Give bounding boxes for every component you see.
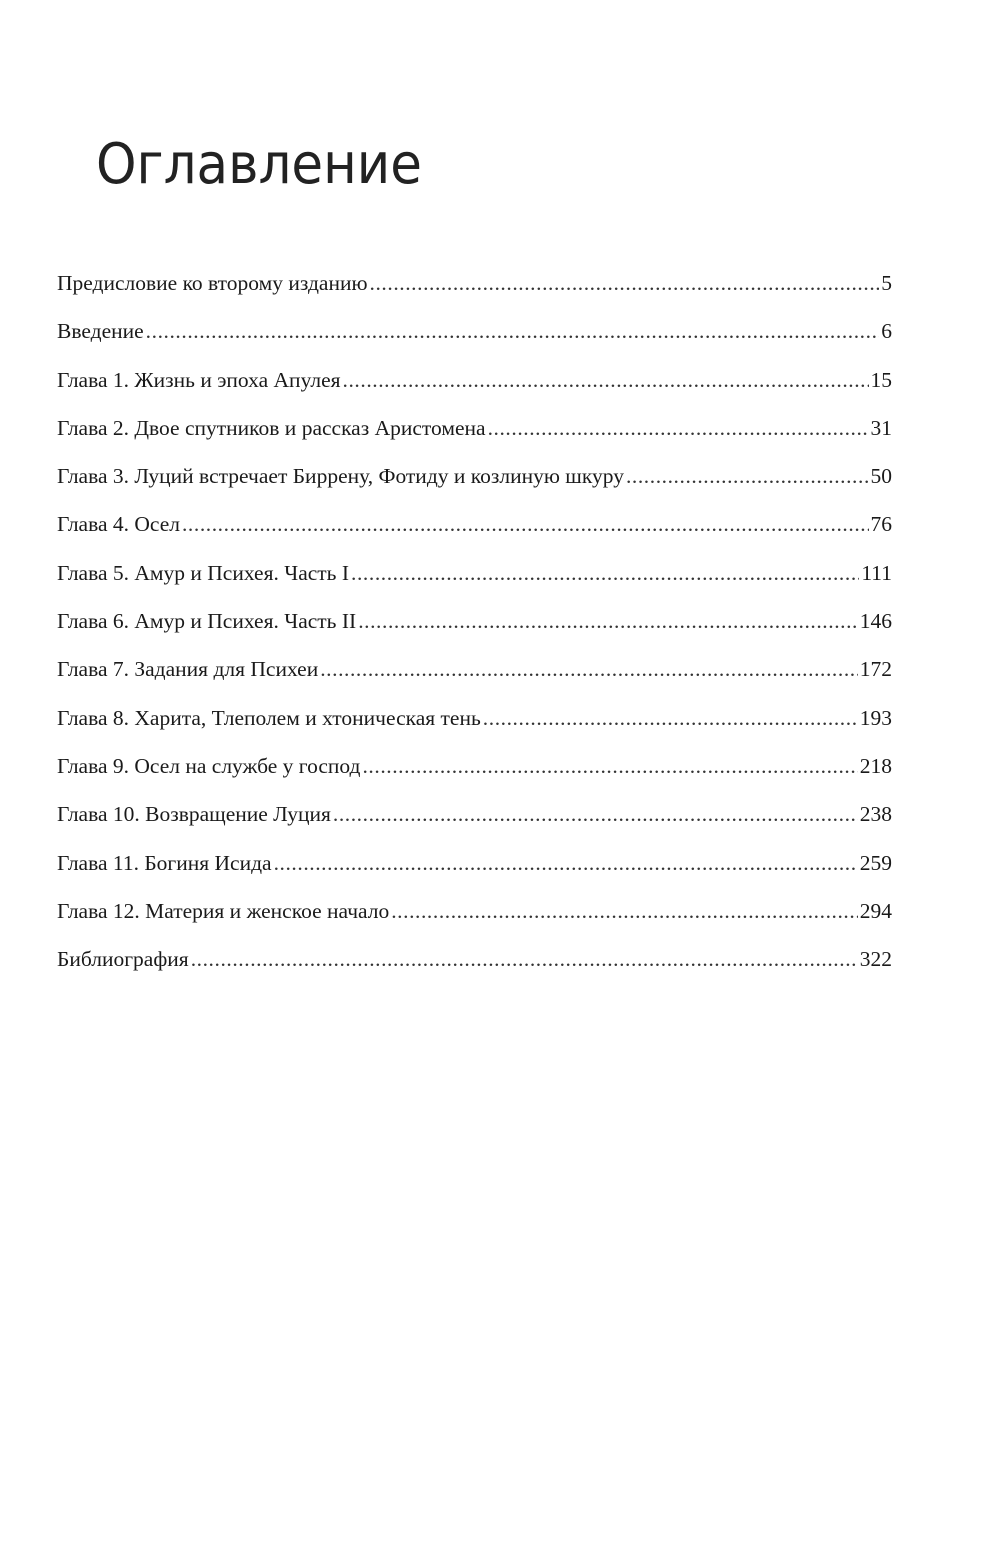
toc-entry-page: 259 [859,850,892,875]
toc-entry-page: 322 [859,947,892,972]
toc-entry-label: Глава 6. Амур и Психея. Часть II [57,609,357,634]
dot-leader [358,604,858,638]
toc-entry [57,701,892,749]
toc-entry [57,652,892,700]
dot-leader [362,749,857,783]
dot-leader [483,701,858,735]
toc-entry [57,942,892,990]
dot-leader [182,507,869,541]
toc-entry-page: 76 [870,512,892,537]
toc-entry-page: 6 [881,319,892,344]
toc-entry-page: 294 [859,898,892,923]
toc-entry [57,266,892,314]
toc-entry-label: Библиография [57,947,189,972]
toc-entry-page: 193 [859,705,892,730]
toc-entry-label: Введение [57,319,144,344]
toc-entry [57,604,892,652]
toc-entry [57,507,892,555]
dot-leader [370,266,880,300]
toc-entry [57,556,892,604]
toc-entry-label: Предисловие ко второму изданию [57,271,368,295]
dot-leader [626,459,869,493]
toc-entry-label: Глава 1. Жизнь и эпоха Апулея [57,367,341,392]
dot-leader [333,797,858,831]
toc-entry-label: Глава 7. Задания для Психеи [57,657,319,682]
dot-leader [351,556,859,590]
toc-entry-page: 15 [870,367,892,392]
toc-entry-label: Глава 2. Двое спутников и рассказ Аристомена [57,415,486,440]
toc-entry-page: 111 [861,560,892,585]
toc-entry-label: Глава 5. Амур и Психея. Часть I [57,560,350,585]
toc-entry [57,749,892,797]
dot-leader [488,411,869,445]
dot-leader [343,363,869,397]
dot-leader [320,652,858,686]
toc-entry-label: Глава 11. Богиня Исида [57,850,272,875]
dot-leader [191,942,858,976]
page-title: Оглавление [96,132,422,197]
dot-leader [274,846,858,880]
toc-entry [57,797,892,845]
toc-entry [57,411,892,459]
toc-entry-label: Глава 8. Харита, Тлеполем и хтоническая тень [57,705,481,730]
dot-leader [391,894,858,928]
toc-entry-page: 172 [859,657,892,682]
toc-entry [57,459,892,507]
toc-entry [57,894,892,942]
table-of-contents [57,266,892,990]
toc-entry [57,363,892,411]
toc-entry-label: Глава 9. Осел на службе у господ [57,753,361,778]
toc-entry-label: Глава 12. Материя и женское начало [57,898,390,923]
toc-entry-label: Глава 4. Осел [57,512,180,537]
dot-leader [146,314,880,348]
toc-entry-page: 218 [859,753,892,778]
toc-entry [57,314,892,362]
toc-entry-label: Глава 3. Луций встречает Биррену, Фотиду и козлиную шкуру [57,464,624,489]
toc-entry-page: 50 [870,464,892,489]
toc-entry-page: 5 [881,271,892,295]
toc-entry-page: 31 [870,415,892,440]
toc-entry-page: 146 [859,609,892,634]
toc-entry-page: 238 [859,802,892,827]
toc-entry [57,846,892,894]
toc-entry-label: Глава 10. Возвращение Луция [57,802,331,827]
